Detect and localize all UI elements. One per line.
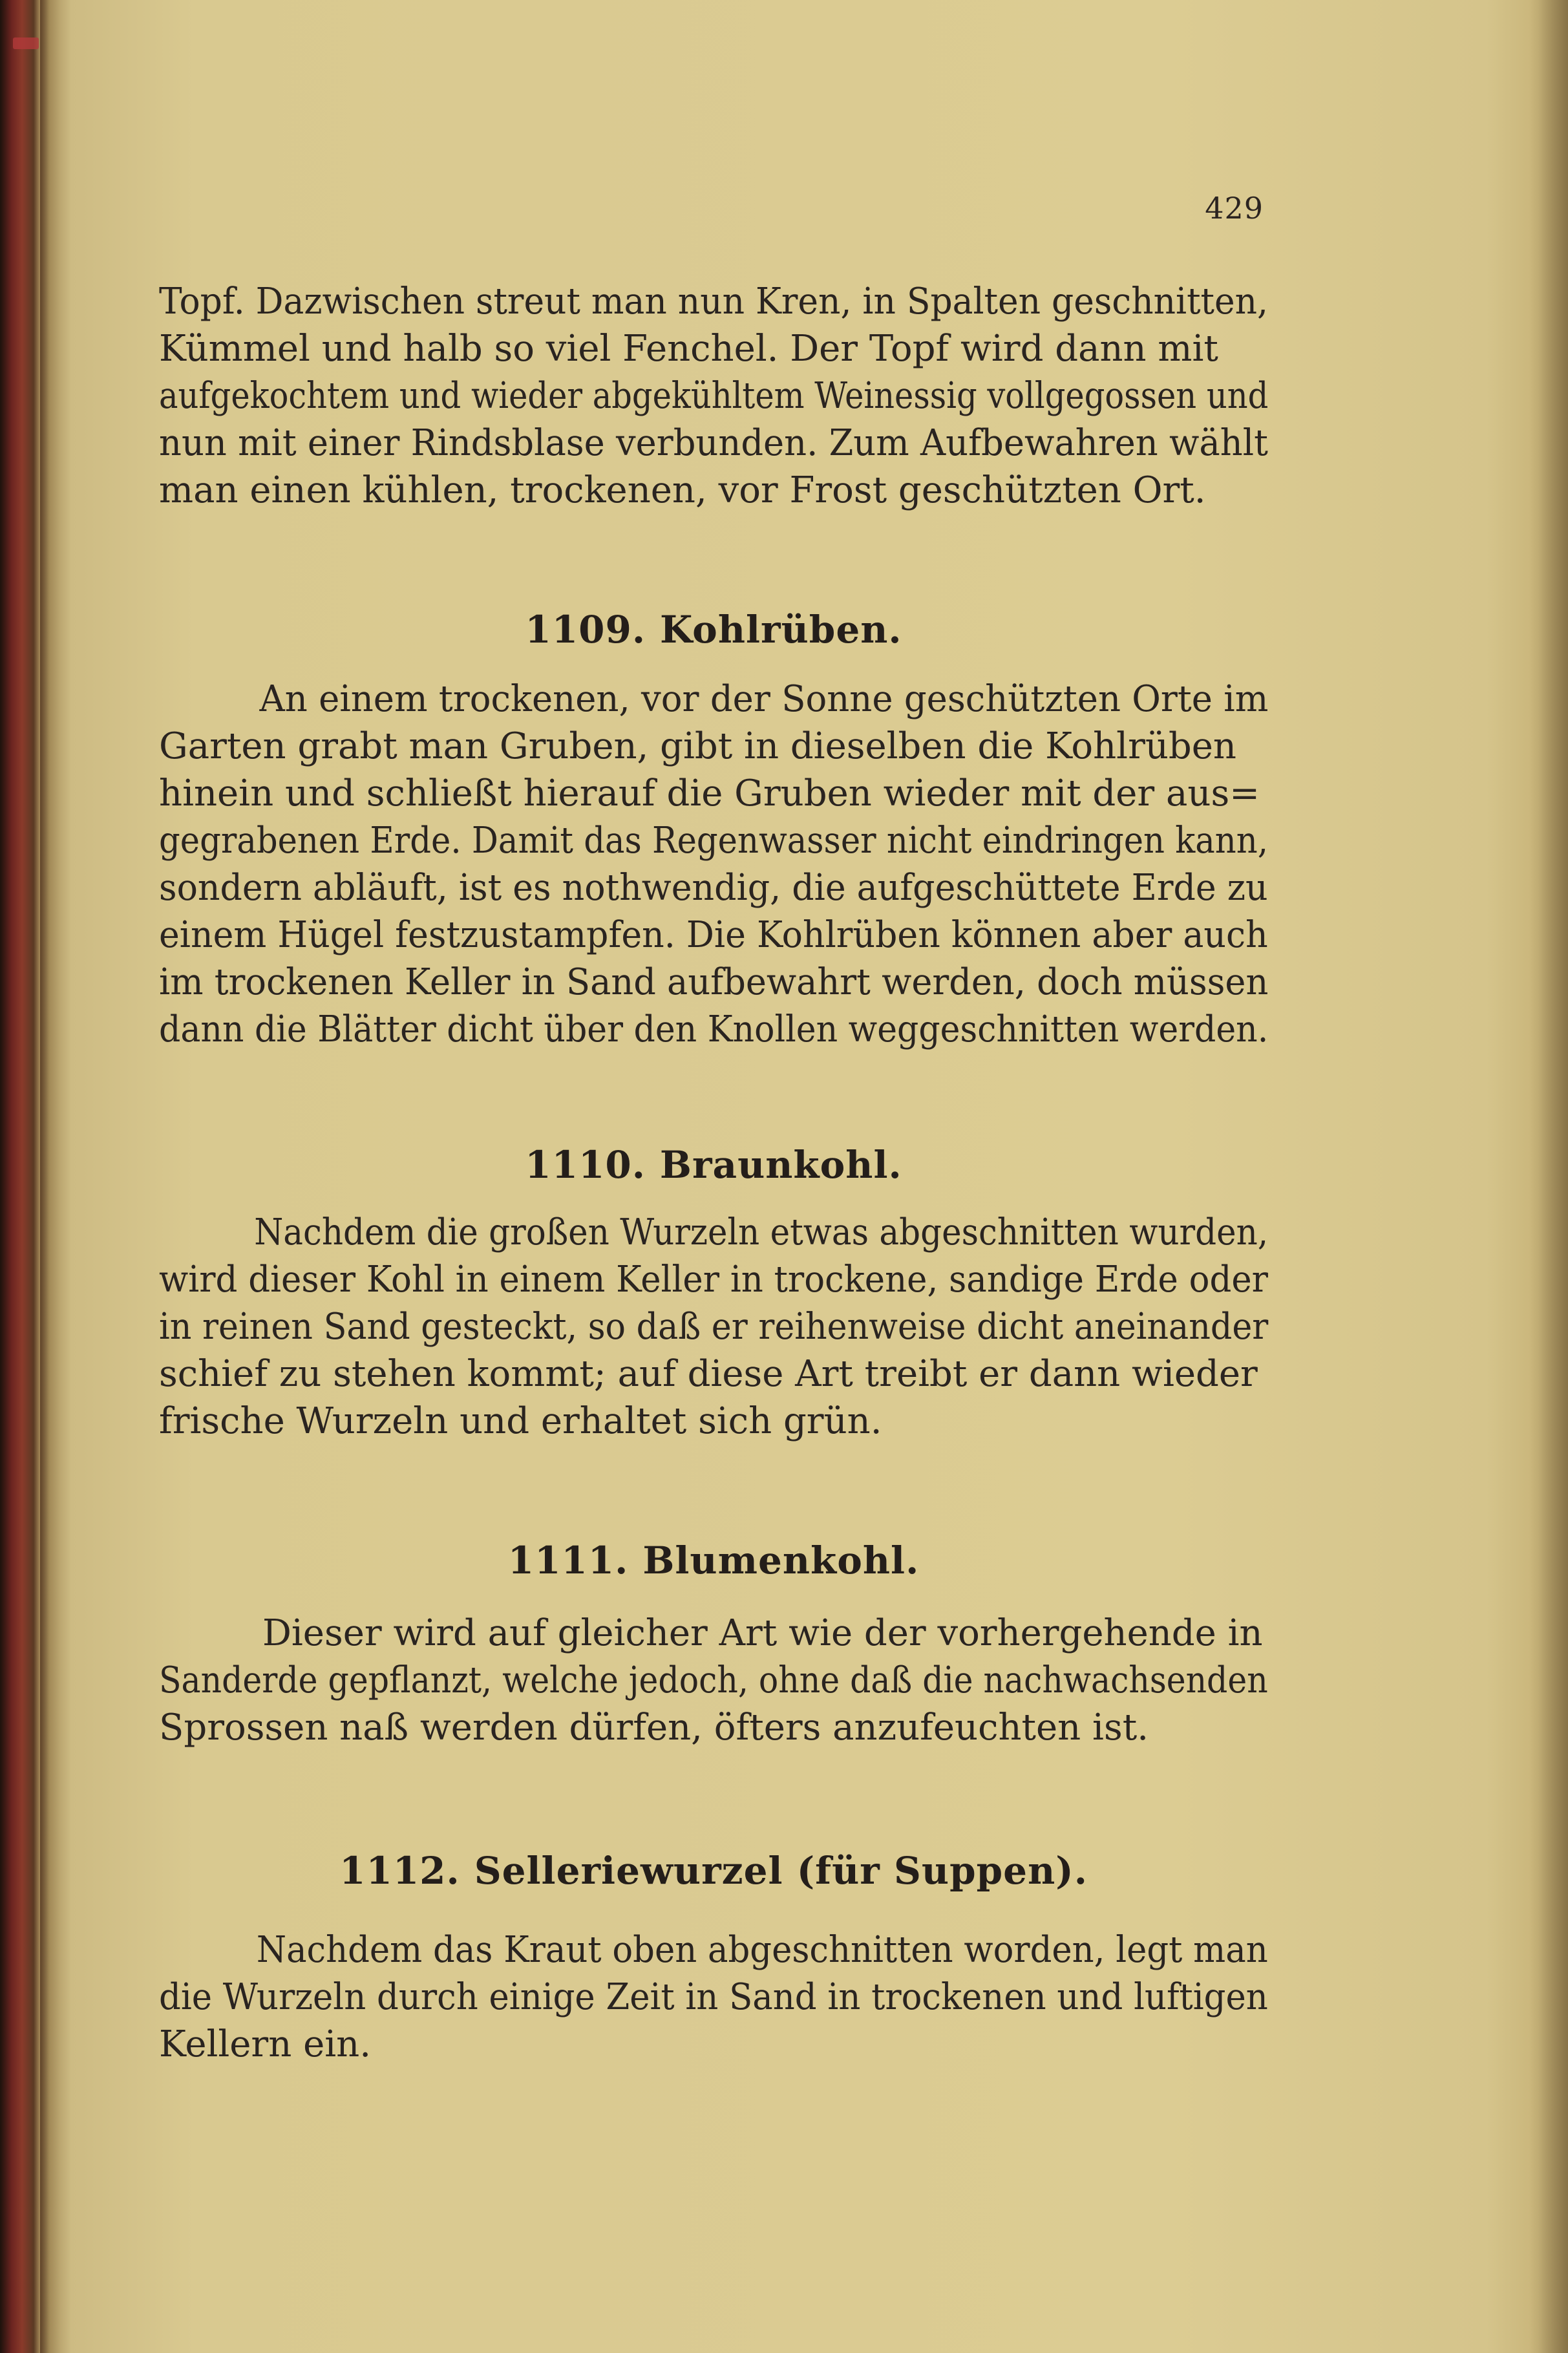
text-line: frische Wurzeln und erhaltet sich grün.	[159, 1400, 882, 1442]
text-line: man einen kühlen, trockenen, vor Frost geschützten Ort.	[159, 469, 1206, 511]
section-title: Kohlrüben.	[660, 608, 902, 652]
page-number: 429	[1205, 191, 1264, 226]
text-line: Sanderde gepflanzt, welche jedoch, ohne daß die nachwachsenden	[159, 1659, 1268, 1701]
text-line: sondern abläuft, ist es nothwendig, die aufgeschüttete Erde zu	[159, 867, 1268, 909]
page-edge-shadow	[1529, 0, 1568, 2353]
section-number: 1112.	[339, 1849, 460, 1893]
section-body-1110	[159, 1209, 1268, 1445]
section-heading-1112	[159, 1849, 1268, 1893]
section-number: 1111.	[507, 1538, 629, 1582]
section-number: 1110.	[525, 1143, 646, 1187]
text-line: Nachdem die großen Wurzeln etwas abgeschnitten wurden,	[254, 1211, 1269, 1253]
section-number: 1109.	[525, 608, 646, 652]
text-line: wird dieser Kohl in einem Keller in trockene, sandige Erde oder	[159, 1259, 1268, 1301]
section-title: Blumenkohl.	[642, 1538, 920, 1582]
section-heading-1111	[159, 1538, 1268, 1582]
text-line: hinein und schließt hierauf die Gruben wieder mit der aus=	[159, 772, 1260, 814]
text-line: einem Hügel festzustampfen. Die Kohlrüben können aber auch	[159, 914, 1268, 956]
binding-stitch	[13, 37, 39, 49]
text-line: aufgekochtem und wieder abgekühltem Weinessig vollgegossen und	[159, 375, 1269, 417]
text-line: Garten grabt man Gruben, gibt in dieselben die Kohlrüben	[159, 725, 1236, 767]
section-heading-1109	[159, 608, 1268, 652]
section-body-1111	[159, 1610, 1268, 1751]
text-line: Nachdem das Kraut oben abgeschnitten worden, legt man	[256, 1929, 1268, 1971]
text-line: die Wurzeln durch einige Zeit in Sand in trockenen und luftigen	[159, 1976, 1268, 2018]
text-line: schief zu stehen kommt; auf diese Art treibt er dann wieder	[159, 1353, 1258, 1395]
text-line: Topf. Dazwischen streut man nun Kren, in Spalten geschnitten,	[159, 281, 1269, 323]
text-line: in reinen Sand gesteckt, so daß er reihenweise dicht aneinander	[159, 1306, 1269, 1348]
text-line: Sprossen naß werden dürfen, öfters anzufeuchten ist.	[159, 1707, 1149, 1749]
text-line: Dieser wird auf gleicher Art wie der vorhergehende in	[262, 1612, 1263, 1654]
section-body-1112	[159, 1926, 1268, 2068]
text-line: im trockenen Keller in Sand aufbewahrt werden, doch müssen	[159, 961, 1269, 1003]
page-gutter-shadow	[40, 0, 59, 2353]
text-line: Kümmel und halb so viel Fenchel. Der Topf wird dann mit	[159, 328, 1218, 370]
text-line: dann die Blätter dicht über den Knollen weggeschnitten werden.	[159, 1008, 1269, 1050]
text-line: nun mit einer Rindsblase verbunden. Zum Aufbewahren wählt	[159, 422, 1268, 464]
text-line: gegrabenen Erde. Damit das Regenwasser nicht eindringen kann,	[159, 820, 1269, 862]
intro-paragraph	[159, 278, 1268, 514]
text-line: An einem trockenen, vor der Sonne geschützten Orte im	[259, 678, 1269, 720]
section-heading-1110	[159, 1143, 1268, 1187]
section-title: Braunkohl.	[659, 1143, 902, 1187]
section-body-1109	[159, 676, 1268, 1053]
section-title: Selleriewurzel (für Suppen).	[474, 1849, 1088, 1893]
book-spine	[0, 0, 40, 2353]
text-line: Kellern ein.	[159, 2023, 371, 2065]
